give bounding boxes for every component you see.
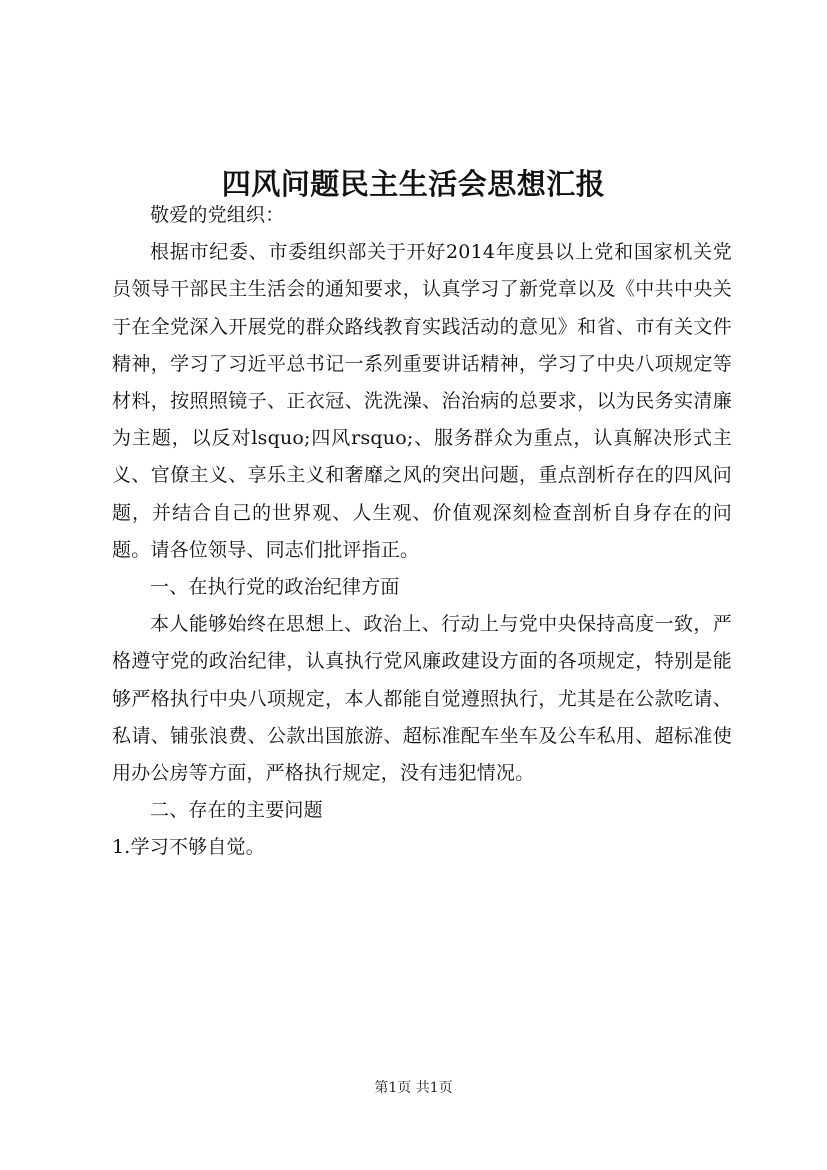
problem-item-1: 1.学习不够自觉。 xyxy=(112,836,265,859)
page-title: 四风问题民主生活会思想汇报 xyxy=(221,167,606,202)
section-heading-political-discipline: 一、在执行党的政治纪律方面 xyxy=(150,576,400,599)
salutation-paragraph: 敬爱的党组织： xyxy=(150,204,285,226)
document-body xyxy=(112,197,732,867)
page-footer: 第1页 共1页 xyxy=(374,1080,453,1096)
intro-paragraph: 根据市纪委、市委组织部关于开好2014年度县以上党和国家机关党员领导干部民主生活会的通知要求，认真学习了新党章以及《中共中央关于在全党深入开展党的群众路线教育实践活动的意见》和省、市有关文件精神，学习了习近平总书记一系列重要讲话精神，学习了中央八项规定等材料，按照照镜子、正衣冠、洗洗澡、治治病的总要求，以为民务实清廉为主题，以反对lsquo;四风rsquo;、服务群众为重点，认真解决形式主义、官僚主义、享乐主义和奢靡之风的突出问题，重点剖析存在的四风问题，并结合自己的世界观、人生观、价值观深刻检查剖析自身存在的问题。请各位领导、同志们批评指正。 xyxy=(112,241,732,561)
section-heading-main-problems: 二、存在的主要问题 xyxy=(150,799,323,822)
political-discipline-paragraph: 本人能够始终在思想上、政治上、行动上与党中央保持高度一致，严格遵守党的政治纪律，认真执行党风廉政建设方面的各项规定，特别是能够严格执行中央八项规定，本人都能自觉遵照执行，尤其是在公款吃请、私请、铺张浪费、公款出国旅游、超标准配车坐车及公车私用、超标准使用办公房等方面，严格执行规定，没有违犯情况。 xyxy=(112,613,732,785)
